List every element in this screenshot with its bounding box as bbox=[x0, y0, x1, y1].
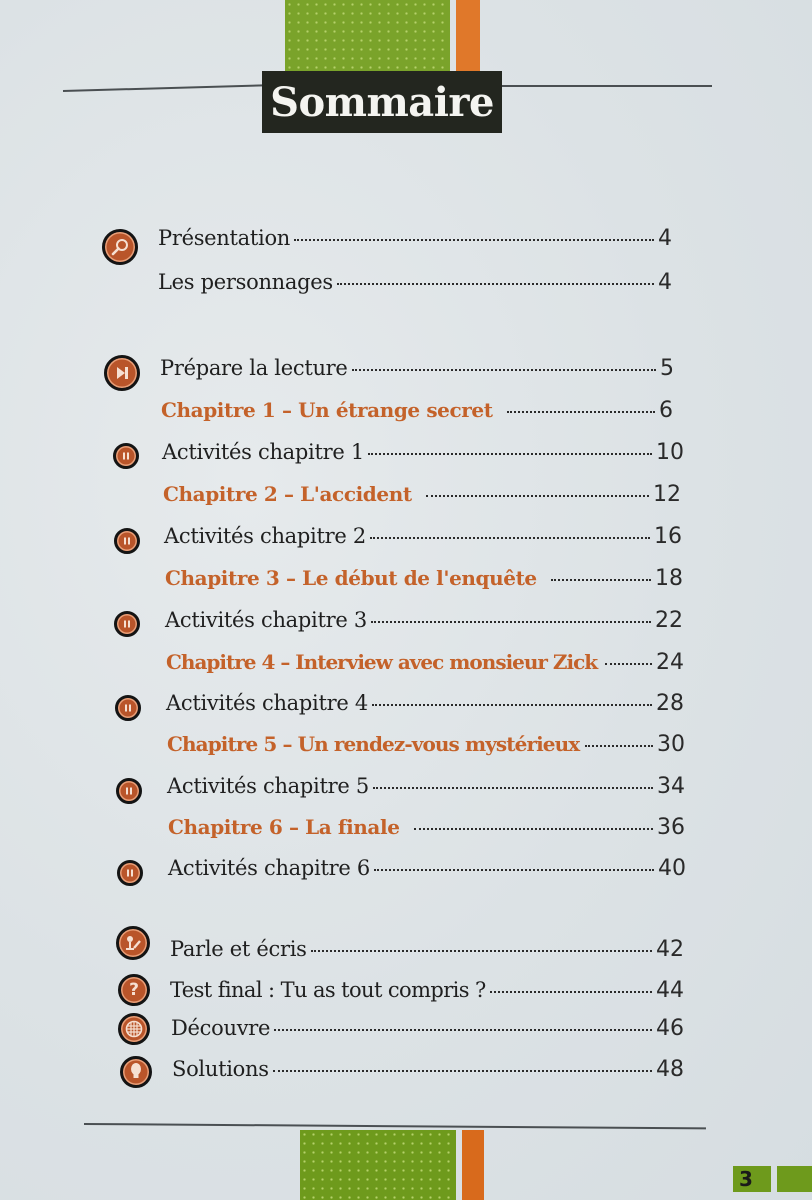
toc-entry-page: 48 bbox=[656, 1057, 684, 1082]
toc-entry-activites-4[interactable] bbox=[166, 691, 684, 725]
lightbulb-icon bbox=[120, 1056, 152, 1088]
toc-entry-label: Test final : Tu as tout compris ? bbox=[170, 978, 486, 1002]
footer-rule bbox=[84, 1123, 706, 1129]
toc-entry-page: 18 bbox=[655, 566, 683, 591]
title-banner bbox=[262, 71, 502, 133]
toc-entry-label: Découvre bbox=[171, 1016, 271, 1040]
dot-leader bbox=[426, 495, 649, 497]
toc-entry-label: Solutions bbox=[172, 1057, 269, 1081]
toc-entry-label: Activités chapitre 2 bbox=[164, 524, 366, 548]
toc-entry-activites-1[interactable] bbox=[162, 440, 684, 474]
toc-entry-parle-ecris[interactable] bbox=[170, 937, 684, 971]
dot-leader bbox=[294, 239, 654, 241]
toc-entry-activites-5[interactable] bbox=[167, 774, 685, 808]
toc-entry-page: 5 bbox=[660, 356, 674, 381]
toc-entry-page: 42 bbox=[656, 937, 684, 962]
bottom-green-band bbox=[300, 1130, 456, 1200]
toc-entry-label: Prépare la lecture bbox=[160, 356, 348, 380]
dot-leader bbox=[373, 787, 653, 789]
pause-icon bbox=[114, 611, 140, 637]
toc-entry-label: Parle et écris bbox=[170, 937, 307, 961]
page-number-tab bbox=[777, 1166, 812, 1192]
toc-entry-decouvre[interactable] bbox=[171, 1016, 684, 1050]
header-rule-left bbox=[63, 84, 273, 92]
toc-entry-page: 30 bbox=[657, 732, 685, 757]
toc-entry-page: 10 bbox=[656, 440, 684, 465]
page-number: 3 bbox=[733, 1166, 771, 1192]
toc-entry-page: 28 bbox=[656, 691, 684, 716]
speak-write-icon bbox=[116, 926, 150, 960]
toc-entry-label: Chapitre 2 – L'accident bbox=[163, 482, 412, 506]
toc-entry-label: Présentation bbox=[158, 226, 291, 250]
toc-entry-label: Chapitre 1 – Un étrange secret bbox=[161, 398, 493, 422]
toc-entry-chapitre-1[interactable] bbox=[161, 398, 673, 432]
toc-entry-personnages[interactable] bbox=[158, 270, 672, 304]
toc-entry-chapitre-4[interactable] bbox=[166, 650, 684, 684]
pause-icon bbox=[113, 443, 139, 469]
toc-entry-page: 4 bbox=[658, 226, 672, 251]
page-title: Sommaire bbox=[270, 78, 494, 126]
toc-entry-activites-3[interactable] bbox=[165, 608, 683, 642]
toc-entry-page: 36 bbox=[657, 815, 685, 840]
toc-entry-chapitre-6[interactable] bbox=[168, 815, 685, 849]
pause-icon bbox=[117, 860, 143, 886]
toc-entry-page: 4 bbox=[658, 270, 672, 295]
dot-leader bbox=[274, 1029, 652, 1031]
toc-entry-label: Activités chapitre 1 bbox=[162, 440, 364, 464]
toc-entry-label: Chapitre 4 – Interview avec monsieur Zick bbox=[166, 650, 598, 674]
pause-icon bbox=[116, 778, 142, 804]
toc-entry-prepare-lecture[interactable] bbox=[160, 356, 674, 390]
dot-leader bbox=[414, 828, 653, 830]
dot-leader bbox=[372, 704, 652, 706]
dot-leader bbox=[311, 950, 652, 952]
toc-entry-label: Chapitre 3 – Le début de l'enquête bbox=[165, 566, 537, 590]
toc-entry-page: 24 bbox=[656, 650, 684, 675]
dot-leader bbox=[605, 663, 652, 665]
toc-entry-activites-6[interactable] bbox=[168, 856, 686, 890]
toc-entry-page: 44 bbox=[656, 978, 684, 1003]
dot-leader bbox=[374, 869, 654, 871]
toc-entry-label: Activités chapitre 6 bbox=[168, 856, 370, 880]
toc-entry-chapitre-3[interactable] bbox=[165, 566, 683, 600]
dot-leader bbox=[337, 283, 654, 285]
dot-leader bbox=[551, 579, 651, 581]
dot-leader bbox=[273, 1070, 652, 1072]
toc-entry-label: Activités chapitre 5 bbox=[167, 774, 369, 798]
toc-entry-solutions[interactable] bbox=[172, 1057, 684, 1091]
toc-entry-page: 6 bbox=[659, 398, 673, 423]
toc-entry-label: Activités chapitre 3 bbox=[165, 608, 367, 632]
toc-entry-page: 34 bbox=[657, 774, 685, 799]
pause-icon bbox=[115, 695, 141, 721]
dot-leader bbox=[352, 369, 656, 371]
dot-leader bbox=[370, 537, 650, 539]
toc-entry-label: Activités chapitre 4 bbox=[166, 691, 368, 715]
magnifier-icon bbox=[102, 229, 138, 265]
toc-entry-page: 22 bbox=[655, 608, 683, 633]
question-icon: ? bbox=[118, 974, 150, 1006]
bottom-orange-band bbox=[462, 1130, 484, 1200]
toc-entry-test-final[interactable] bbox=[170, 978, 684, 1012]
toc-entry-label: Chapitre 6 – La finale bbox=[168, 815, 400, 839]
skip-forward-icon bbox=[104, 355, 140, 391]
dot-leader bbox=[368, 453, 652, 455]
header-rule-right bbox=[490, 85, 712, 87]
toc-entry-page: 12 bbox=[653, 482, 681, 507]
pause-icon bbox=[114, 528, 140, 554]
dot-leader bbox=[585, 745, 653, 747]
toc-entry-chapitre-2[interactable] bbox=[163, 482, 681, 516]
globe-icon bbox=[118, 1013, 150, 1045]
toc-entry-page: 16 bbox=[654, 524, 682, 549]
toc-entry-activites-2[interactable] bbox=[164, 524, 682, 558]
toc-entry-page: 46 bbox=[656, 1016, 684, 1041]
toc-entry-page: 40 bbox=[658, 856, 686, 881]
toc-entry-chapitre-5[interactable] bbox=[167, 732, 685, 766]
toc-entry-label: Les personnages bbox=[158, 270, 333, 294]
dot-leader bbox=[507, 411, 655, 413]
dot-leader bbox=[490, 991, 652, 993]
toc-entry-label: Chapitre 5 – Un rendez-vous mystérieux bbox=[167, 732, 580, 756]
dot-leader bbox=[371, 621, 651, 623]
toc-entry-presentation[interactable] bbox=[158, 226, 672, 260]
